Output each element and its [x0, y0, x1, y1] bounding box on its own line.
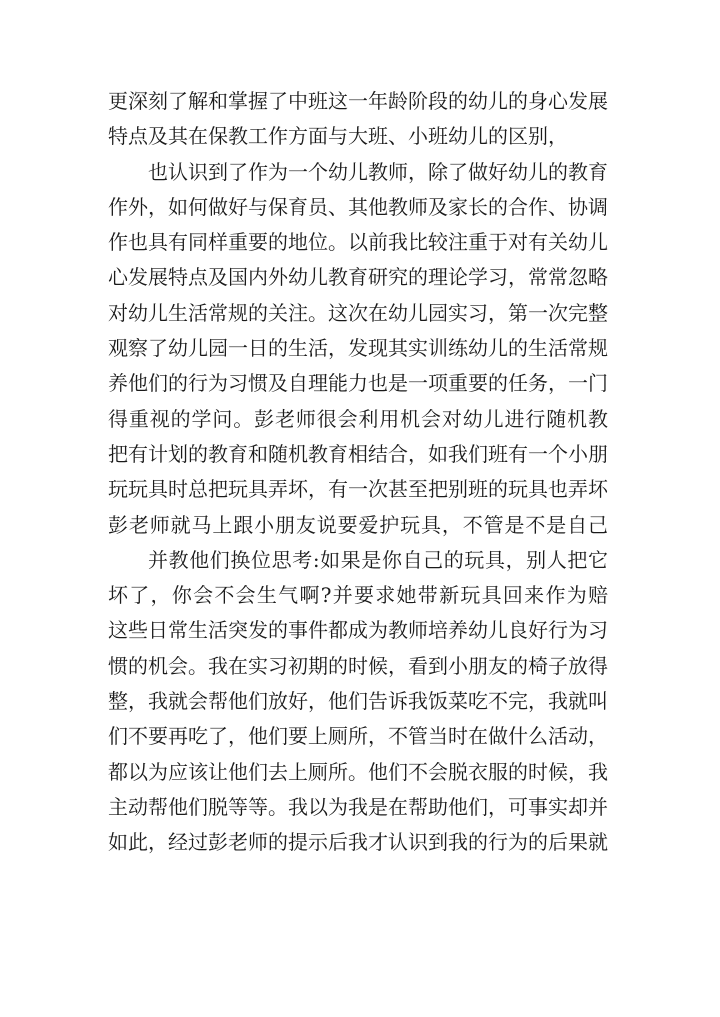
- text-line: 养他们的行为习惯及自理能力也是一项重要的任务，一门: [108, 371, 608, 396]
- text-line: 主动帮他们脱等等。我以为我是在帮助他们，可事实却并: [108, 794, 608, 819]
- text-line: 特点及其在保教工作方面与大班、小班幼儿的区别，: [108, 124, 568, 149]
- text-line: 并教他们换位思考:如果是你自己的玩具，别人把它: [148, 547, 608, 572]
- text-line: 把有计划的教育和随机教育相结合，如我们班有一个小朋: [108, 441, 608, 466]
- text-line: 对幼儿生活常规的关注。这次在幼儿园实习，第一次完整: [108, 300, 608, 325]
- document-body: [108, 84, 608, 861]
- text-line: 整，我就会帮他们放好，他们告诉我饭菜吃不完，我就叫: [108, 689, 608, 714]
- text-line: 作也具有同样重要的地位。以前我比较注重于对有关幼儿: [108, 230, 608, 255]
- text-line: 彭老师就马上跟小朋友说要爱护玩具，不管是不是自己: [108, 512, 608, 537]
- text-line: 都以为应该让他们去上厕所。他们不会脱衣服的时候，我: [108, 759, 608, 784]
- text-line: 也认识到了作为一个幼儿教师，除了做好幼儿的教育: [148, 159, 608, 184]
- text-line: 心发展特点及国内外幼儿教育研究的理论学习，常常忽略: [108, 265, 608, 290]
- text-line: 如此，经过彭老师的提示后我才认识到我的行为的后果就: [108, 830, 608, 855]
- text-line: 惯的机会。我在实习初期的时候，看到小朋友的椅子放得: [108, 653, 608, 678]
- text-line: 坏了，你会不会生气啊?并要求她带新玩具回来作为赔: [108, 583, 608, 608]
- text-line: 这些日常生活突发的事件都成为教师培养幼儿良好行为习: [108, 618, 608, 643]
- text-line: 观察了幼儿园一日的生活，发现其实训练幼儿的生活常规: [108, 336, 608, 361]
- text-line: 作外，如何做好与保育员、其他教师及家长的合作、协调: [108, 194, 608, 219]
- text-line: 们不要再吃了，他们要上厕所，不管当时在做什么活动，: [108, 724, 608, 749]
- text-line: 得重视的学问。彭老师很会利用机会对幼儿进行随机教: [108, 406, 608, 431]
- text-line: 更深刻了解和掌握了中班这一年龄阶段的幼儿的身心发展: [108, 89, 608, 113]
- text-line: 玩玩具时总把玩具弄坏，有一次甚至把别班的玩具也弄坏: [108, 477, 608, 502]
